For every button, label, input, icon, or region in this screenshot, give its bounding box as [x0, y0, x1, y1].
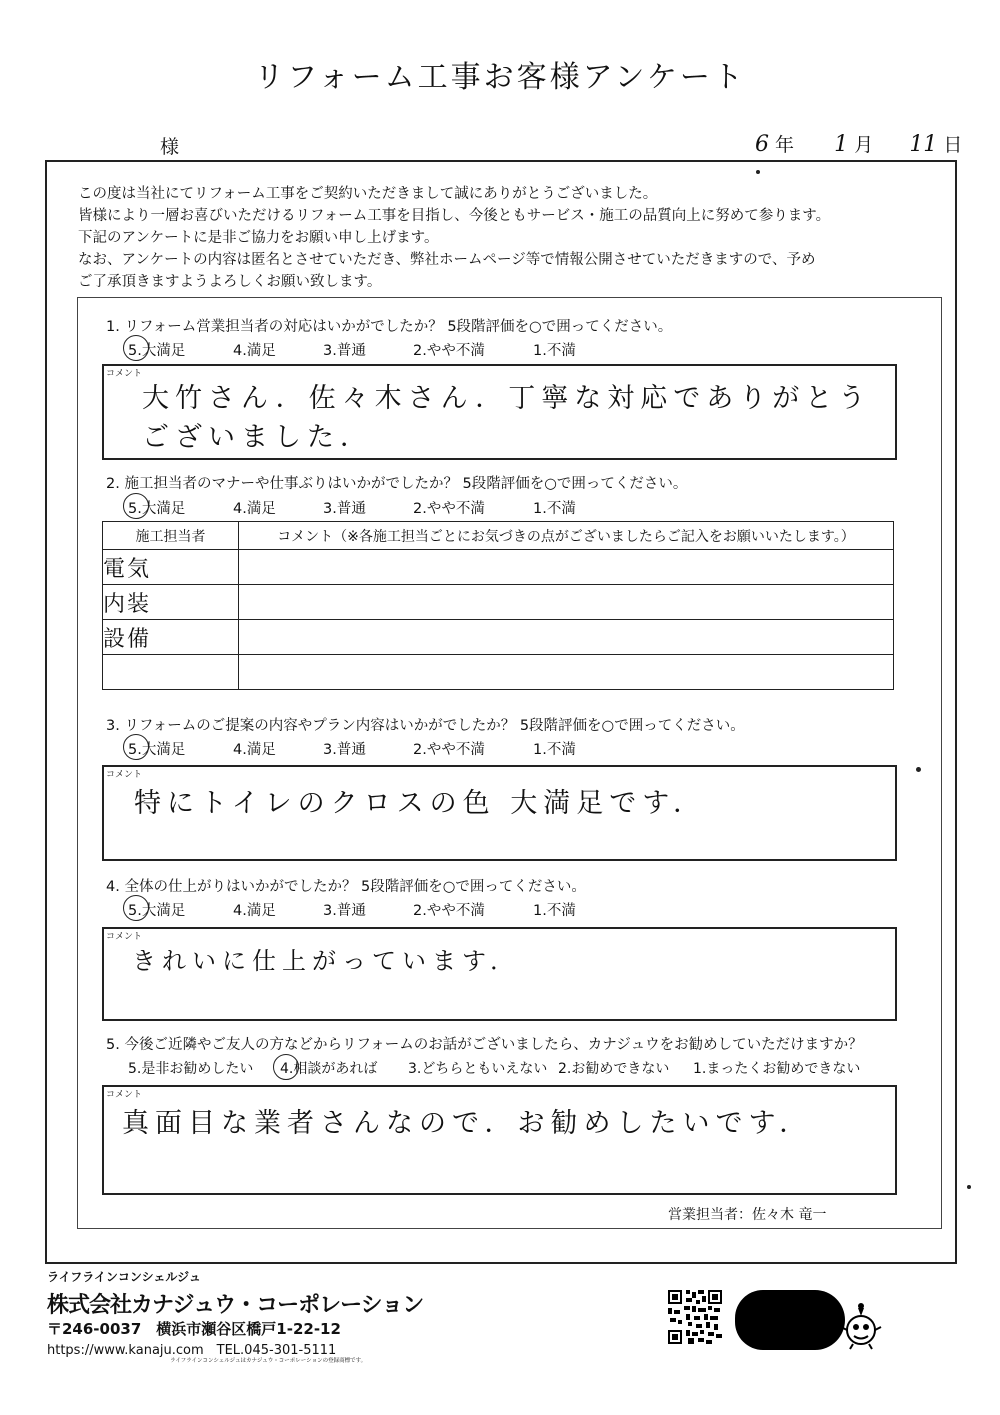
company-name: 株式会社カナジュウ・コーポレーション [47, 1293, 424, 1318]
question-4: 4. 全体の仕上がりはいかがでしたか？ 5段階評価を○で囲ってください。 [106, 879, 586, 895]
recommend-option-4[interactable]: 4.相談があれば [280, 1061, 378, 1077]
selected-rating-circle [123, 895, 149, 921]
recommend-option-2[interactable]: 2.お勧めできない [558, 1061, 670, 1077]
page-title: リフォーム工事お客様アンケート [254, 60, 746, 95]
rating-option-2[interactable]: 2.やや不満 [413, 903, 485, 919]
staff-name: 設備 [103, 620, 239, 655]
date-year: 6 [755, 132, 769, 157]
table-row [103, 655, 894, 690]
comment-tag: コメント [106, 770, 143, 780]
date-day-label: 日 [943, 134, 963, 156]
date-month-label: 月 [854, 134, 874, 156]
comment-column-header: コメント（※各施工担当ごとにお気づきの点がございましたらご記入をお願いいたします。） [239, 522, 894, 550]
rating-option-1[interactable]: 1.不満 [533, 501, 576, 517]
rating-option-3[interactable]: 3.普通 [323, 501, 366, 517]
table-row [103, 550, 894, 585]
question-4-comment-box[interactable] [102, 927, 897, 1021]
company-tagline: ライフラインコンシェルジュ [47, 1270, 201, 1284]
staff-name: 電気 [103, 550, 239, 585]
scan-speck [967, 1185, 971, 1189]
rating-option-2[interactable]: 2.やや不満 [413, 501, 485, 517]
mascot-icon [840, 1300, 882, 1350]
staff-name [103, 655, 239, 690]
sales-rep: 営業担当者：佐々木 竜一 [668, 1207, 827, 1223]
customer-name-suffix: 様 [160, 136, 180, 158]
recommend-option-3[interactable]: 3.どちらともいえない [408, 1061, 548, 1077]
staff-comment-cell[interactable] [239, 585, 894, 620]
rating-option-3[interactable]: 3.普通 [323, 343, 366, 359]
selected-rating-circle [123, 734, 149, 760]
intro-line: 皆様により一層お喜びいただけるリフォーム工事を目指し、今後ともサービス・施工の品質向上に努めて参ります。 [78, 208, 831, 224]
company-address: 〒246-0037 横浜市瀬谷区橋戸1-22-12 [47, 1320, 341, 1338]
selected-rating-circle [123, 493, 149, 519]
question-5: 5. 今後ご近隣やご友人の方などからリフォームのお話がございましたら、カナジュウをお勧めしていただけますか？ [106, 1037, 863, 1053]
redacted-blob [735, 1290, 845, 1350]
staff-table [102, 521, 894, 690]
scan-speck [916, 767, 921, 772]
question-3-comment: 特にトイレのクロスの色 大満足です． [134, 788, 707, 819]
rating-option-4[interactable]: 4.満足 [233, 903, 276, 919]
comment-tag: コメント [106, 1090, 143, 1100]
selected-recommend-circle [273, 1054, 299, 1080]
table-row [103, 620, 894, 655]
question-4-options [128, 899, 576, 920]
rating-option-1[interactable]: 1.不満 [533, 742, 576, 758]
question-1-comment: 大竹さん．佐々木さん．丁寧な対応でありがとうございました． [142, 383, 872, 453]
qr-code-icon[interactable] [668, 1290, 722, 1344]
comment-tag: コメント [106, 932, 143, 942]
date-day: 11 [909, 132, 938, 157]
selected-rating-circle [123, 335, 149, 361]
rating-option-1[interactable]: 1.不満 [533, 343, 576, 359]
rating-option-3[interactable]: 3.普通 [323, 742, 366, 758]
comment-tag: コメント [106, 369, 143, 379]
date-month: 1 [834, 132, 849, 157]
question-1-comment-box[interactable] [102, 364, 897, 460]
question-2-options [128, 497, 576, 518]
rating-option-4[interactable]: 4.満足 [233, 501, 276, 517]
question-5-options [128, 1058, 860, 1078]
date-year-label: 年 [775, 134, 795, 156]
table-row [103, 585, 894, 620]
scan-speck [756, 170, 760, 174]
question-2: 2. 施工担当者のマナーや仕事ぶりはいかがでしたか？ 5段階評価を○で囲ってください。 [106, 476, 688, 492]
rating-option-5[interactable]: 5.大満足 [128, 903, 186, 919]
staff-name: 内装 [103, 585, 239, 620]
rating-option-4[interactable]: 4.満足 [233, 742, 276, 758]
question-3-options [128, 738, 576, 759]
staff-comment-cell[interactable] [239, 620, 894, 655]
rating-option-5[interactable]: 5.大満足 [128, 742, 186, 758]
rating-option-5[interactable]: 5.大満足 [128, 343, 186, 359]
question-1: 1. リフォーム営業担当者の対応はいかがでしたか？ 5段階評価を○で囲ってください。 [106, 319, 673, 335]
company-contact: https://www.kanaju.com TEL.045-301-5111 [47, 1343, 337, 1358]
rating-option-2[interactable]: 2.やや不満 [413, 343, 485, 359]
intro-text [78, 183, 938, 293]
trademark-note: ライフラインコンシェルジュはカナジュウ・コーポレーションの登録商標です。 [170, 1358, 367, 1364]
survey-date [755, 130, 962, 157]
question-3-comment-box[interactable] [102, 765, 897, 861]
staff-column-header: 施工担当者 [103, 522, 239, 550]
question-5-comment-box[interactable] [102, 1085, 897, 1195]
rating-option-2[interactable]: 2.やや不満 [413, 742, 485, 758]
recommend-option-1[interactable]: 1.まったくお勧めできない [693, 1061, 861, 1077]
intro-line: この度は当社にてリフォーム工事をご契約いただきまして誠にありがとうございました。 [78, 186, 658, 202]
intro-line: なお、アンケートの内容は匿名とさせていただき、弊社ホームページ等で情報公開させていただきますので、予め [78, 252, 816, 268]
rating-option-1[interactable]: 1.不満 [533, 903, 576, 919]
rating-option-5[interactable]: 5.大満足 [128, 501, 186, 517]
question-4-comment: きれいに仕上がっています． [132, 947, 521, 975]
intro-line: ご了承頂きますようよろしくお願い致します。 [78, 274, 382, 290]
staff-table-header [103, 522, 894, 550]
staff-comment-cell[interactable] [239, 655, 894, 690]
recommend-option-5[interactable]: 5.是非お勧めしたい [128, 1061, 254, 1077]
question-1-options [128, 339, 576, 360]
rating-option-4[interactable]: 4.満足 [233, 343, 276, 359]
question-3: 3. リフォームのご提案の内容やプラン内容はいかがでしたか？ 5段階評価を○で囲ってください。 [106, 718, 745, 734]
rating-option-3[interactable]: 3.普通 [323, 903, 366, 919]
question-5-comment: 真面目な業者さんなので．お勧めしたいです． [122, 1108, 813, 1139]
intro-line: 下記のアンケートに是非ご協力をお願い申し上げます。 [78, 230, 439, 246]
staff-comment-cell[interactable] [239, 550, 894, 585]
